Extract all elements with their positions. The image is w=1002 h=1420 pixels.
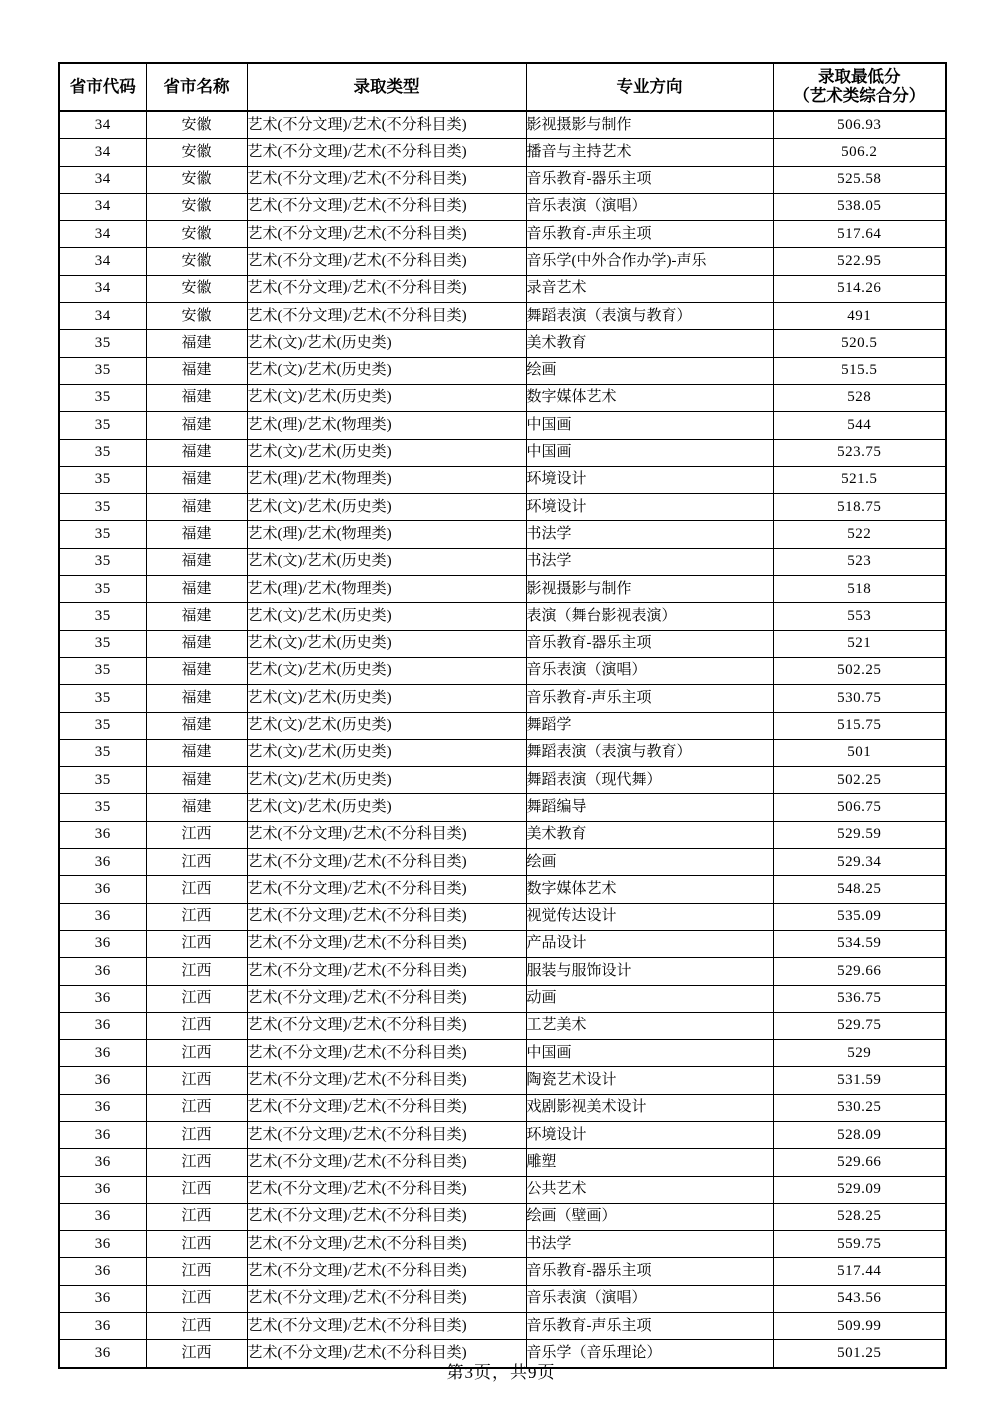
cell-major-direction: 书法学 [526, 548, 773, 575]
cell-major-direction: 音乐教育-声乐主项 [526, 1313, 773, 1340]
cell-min-score: 491 [773, 303, 946, 330]
cell-province-name: 江西 [146, 849, 247, 876]
cell-major-direction: 音乐表演（演唱） [526, 193, 773, 220]
cell-admission-type: 艺术(理)/艺术(物理类) [247, 521, 526, 548]
cell-province-code: 36 [59, 1012, 146, 1039]
cell-admission-type: 艺术(文)/艺术(历史类) [247, 767, 526, 794]
cell-admission-type: 艺术(不分文理)/艺术(不分科目类) [247, 275, 526, 302]
cell-admission-type: 艺术(文)/艺术(历史类) [247, 603, 526, 630]
cell-min-score: 529.66 [773, 1149, 946, 1176]
cell-major-direction: 中国画 [526, 439, 773, 466]
cell-province-code: 36 [59, 1231, 146, 1258]
cell-province-code: 35 [59, 357, 146, 384]
table-row [59, 1258, 946, 1285]
cell-province-name: 福建 [146, 630, 247, 657]
cell-admission-type: 艺术(理)/艺术(物理类) [247, 466, 526, 493]
cell-province-code: 35 [59, 439, 146, 466]
cell-province-code: 35 [59, 767, 146, 794]
cell-min-score: 501 [773, 739, 946, 766]
cell-major-direction: 舞蹈表演（现代舞） [526, 767, 773, 794]
cell-admission-type: 艺术(文)/艺术(历史类) [247, 657, 526, 684]
cell-min-score: 520.5 [773, 330, 946, 357]
cell-admission-type: 艺术(不分文理)/艺术(不分科目类) [247, 1121, 526, 1148]
cell-province-code: 35 [59, 466, 146, 493]
cell-admission-type: 艺术(不分文理)/艺术(不分科目类) [247, 958, 526, 985]
cell-min-score: 530.75 [773, 685, 946, 712]
cell-major-direction: 舞蹈学 [526, 712, 773, 739]
column-header-province-code [59, 63, 146, 111]
table-body [59, 111, 946, 1368]
cell-admission-type: 艺术(不分文理)/艺术(不分科目类) [247, 1231, 526, 1258]
cell-admission-type: 艺术(文)/艺术(历史类) [247, 712, 526, 739]
cell-major-direction: 舞蹈编导 [526, 794, 773, 821]
cell-province-code: 34 [59, 166, 146, 193]
cell-province-name: 安徽 [146, 248, 247, 275]
cell-admission-type: 艺术(不分文理)/艺术(不分科目类) [247, 139, 526, 166]
cell-province-code: 36 [59, 1203, 146, 1230]
cell-major-direction: 音乐学（音乐理论） [526, 1340, 773, 1368]
cell-min-score: 528.09 [773, 1121, 946, 1148]
cell-province-code: 34 [59, 221, 146, 248]
table-row [59, 821, 946, 848]
cell-min-score: 531.59 [773, 1067, 946, 1094]
cell-province-name: 福建 [146, 548, 247, 575]
cell-province-code: 36 [59, 1121, 146, 1148]
cell-province-name: 安徽 [146, 221, 247, 248]
table-row [59, 985, 946, 1012]
cell-province-name: 福建 [146, 767, 247, 794]
cell-min-score: 517.44 [773, 1258, 946, 1285]
cell-major-direction: 数字媒体艺术 [526, 876, 773, 903]
cell-major-direction: 影视摄影与制作 [526, 576, 773, 603]
table-row [59, 1012, 946, 1039]
cell-admission-type: 艺术(文)/艺术(历史类) [247, 739, 526, 766]
cell-province-name: 福建 [146, 466, 247, 493]
cell-province-code: 36 [59, 1340, 146, 1368]
cell-province-name: 江西 [146, 1313, 247, 1340]
cell-min-score: 506.75 [773, 794, 946, 821]
cell-province-name: 江西 [146, 1040, 247, 1067]
cell-province-name: 江西 [146, 1121, 247, 1148]
cell-major-direction: 音乐教育-声乐主项 [526, 221, 773, 248]
cell-province-code: 35 [59, 712, 146, 739]
cell-admission-type: 艺术(不分文理)/艺术(不分科目类) [247, 303, 526, 330]
cell-major-direction: 产品设计 [526, 930, 773, 957]
cell-major-direction: 舞蹈表演（表演与教育） [526, 739, 773, 766]
cell-major-direction: 书法学 [526, 521, 773, 548]
table-row [59, 521, 946, 548]
cell-major-direction: 中国画 [526, 1040, 773, 1067]
table-row [59, 767, 946, 794]
cell-major-direction: 戏剧影视美术设计 [526, 1094, 773, 1121]
cell-province-name: 福建 [146, 657, 247, 684]
column-header-major-direction [526, 63, 773, 111]
cell-major-direction: 音乐表演（演唱） [526, 657, 773, 684]
table-row [59, 248, 946, 275]
cell-min-score: 529.75 [773, 1012, 946, 1039]
cell-major-direction: 公共艺术 [526, 1176, 773, 1203]
cell-min-score: 518.75 [773, 494, 946, 521]
cell-province-code: 36 [59, 876, 146, 903]
cell-admission-type: 艺术(文)/艺术(历史类) [247, 630, 526, 657]
cell-min-score: 529.34 [773, 849, 946, 876]
cell-min-score: 517.64 [773, 221, 946, 248]
cell-min-score: 509.99 [773, 1313, 946, 1340]
cell-admission-type: 艺术(不分文理)/艺术(不分科目类) [247, 1203, 526, 1230]
table-row [59, 1094, 946, 1121]
cell-min-score: 530.25 [773, 1094, 946, 1121]
table-row [59, 712, 946, 739]
cell-min-score: 525.58 [773, 166, 946, 193]
cell-major-direction: 环境设计 [526, 1121, 773, 1148]
cell-major-direction: 环境设计 [526, 494, 773, 521]
cell-min-score: 523.75 [773, 439, 946, 466]
cell-min-score: 534.59 [773, 930, 946, 957]
cell-major-direction: 录音艺术 [526, 275, 773, 302]
table-row [59, 494, 946, 521]
cell-province-code: 36 [59, 1094, 146, 1121]
cell-province-code: 35 [59, 384, 146, 411]
table-row [59, 303, 946, 330]
table-row [59, 1313, 946, 1340]
cell-admission-type: 艺术(文)/艺术(历史类) [247, 330, 526, 357]
column-header-province-name [146, 63, 247, 111]
cell-admission-type: 艺术(不分文理)/艺术(不分科目类) [247, 1012, 526, 1039]
cell-province-name: 江西 [146, 903, 247, 930]
cell-admission-type: 艺术(文)/艺术(历史类) [247, 794, 526, 821]
cell-province-code: 36 [59, 821, 146, 848]
cell-province-code: 36 [59, 1285, 146, 1312]
cell-major-direction: 美术教育 [526, 821, 773, 848]
cell-min-score: 501.25 [773, 1340, 946, 1368]
cell-province-code: 36 [59, 958, 146, 985]
cell-admission-type: 艺术(不分文理)/艺术(不分科目类) [247, 166, 526, 193]
cell-province-name: 福建 [146, 412, 247, 439]
cell-province-code: 35 [59, 603, 146, 630]
column-header-province-name-line1: 省市名称 [163, 76, 230, 96]
cell-province-code: 35 [59, 494, 146, 521]
cell-min-score: 536.75 [773, 985, 946, 1012]
table-row [59, 111, 946, 139]
cell-province-code: 35 [59, 630, 146, 657]
cell-admission-type: 艺术(文)/艺术(历史类) [247, 439, 526, 466]
cell-province-name: 江西 [146, 1203, 247, 1230]
table-row [59, 330, 946, 357]
cell-province-code: 35 [59, 521, 146, 548]
table-row [59, 1203, 946, 1230]
cell-admission-type: 艺术(不分文理)/艺术(不分科目类) [247, 248, 526, 275]
cell-province-name: 福建 [146, 712, 247, 739]
cell-major-direction: 绘画 [526, 357, 773, 384]
table-row [59, 412, 946, 439]
table-row [59, 384, 946, 411]
cell-admission-type: 艺术(不分文理)/艺术(不分科目类) [247, 111, 526, 139]
cell-min-score: 529.59 [773, 821, 946, 848]
table-row [59, 794, 946, 821]
cell-province-name: 福建 [146, 576, 247, 603]
cell-province-code: 35 [59, 794, 146, 821]
cell-province-code: 35 [59, 685, 146, 712]
cell-admission-type: 艺术(不分文理)/艺术(不分科目类) [247, 1258, 526, 1285]
cell-min-score: 529.09 [773, 1176, 946, 1203]
cell-province-code: 35 [59, 412, 146, 439]
cell-province-code: 36 [59, 985, 146, 1012]
cell-province-name: 福建 [146, 794, 247, 821]
cell-major-direction: 动画 [526, 985, 773, 1012]
cell-min-score: 522.95 [773, 248, 946, 275]
cell-min-score: 548.25 [773, 876, 946, 903]
cell-province-code: 35 [59, 576, 146, 603]
cell-province-name: 江西 [146, 930, 247, 957]
admission-score-table [58, 62, 947, 1369]
cell-min-score: 538.05 [773, 193, 946, 220]
cell-province-name: 福建 [146, 603, 247, 630]
cell-min-score: 521.5 [773, 466, 946, 493]
cell-admission-type: 艺术(文)/艺术(历史类) [247, 357, 526, 384]
cell-major-direction: 音乐教育-器乐主项 [526, 166, 773, 193]
cell-province-code: 34 [59, 193, 146, 220]
cell-min-score: 529.66 [773, 958, 946, 985]
cell-min-score: 529 [773, 1040, 946, 1067]
cell-min-score: 543.56 [773, 1285, 946, 1312]
cell-province-code: 36 [59, 1176, 146, 1203]
cell-province-name: 江西 [146, 1067, 247, 1094]
cell-major-direction: 雕塑 [526, 1149, 773, 1176]
cell-province-name: 福建 [146, 685, 247, 712]
table-row [59, 1176, 946, 1203]
cell-major-direction: 舞蹈表演（表演与教育） [526, 303, 773, 330]
table-row [59, 930, 946, 957]
cell-admission-type: 艺术(不分文理)/艺术(不分科目类) [247, 1149, 526, 1176]
cell-province-name: 安徽 [146, 166, 247, 193]
cell-min-score: 553 [773, 603, 946, 630]
table-row [59, 357, 946, 384]
cell-province-name: 江西 [146, 1012, 247, 1039]
table-row [59, 1231, 946, 1258]
cell-province-code: 35 [59, 548, 146, 575]
cell-province-code: 34 [59, 139, 146, 166]
cell-province-name: 江西 [146, 1149, 247, 1176]
cell-admission-type: 艺术(不分文理)/艺术(不分科目类) [247, 1285, 526, 1312]
cell-admission-type: 艺术(理)/艺术(物理类) [247, 412, 526, 439]
cell-province-code: 35 [59, 739, 146, 766]
cell-province-code: 36 [59, 1258, 146, 1285]
cell-major-direction: 音乐教育-器乐主项 [526, 1258, 773, 1285]
cell-min-score: 522 [773, 521, 946, 548]
cell-province-name: 江西 [146, 958, 247, 985]
cell-major-direction: 视觉传达设计 [526, 903, 773, 930]
cell-major-direction: 服装与服饰设计 [526, 958, 773, 985]
cell-min-score: 506.93 [773, 111, 946, 139]
cell-province-name: 福建 [146, 357, 247, 384]
cell-major-direction: 表演（舞台影视表演） [526, 603, 773, 630]
cell-province-name: 安徽 [146, 139, 247, 166]
cell-province-name: 江西 [146, 1285, 247, 1312]
cell-province-name: 福建 [146, 521, 247, 548]
cell-min-score: 502.25 [773, 767, 946, 794]
cell-admission-type: 艺术(不分文理)/艺术(不分科目类) [247, 193, 526, 220]
table-row [59, 1067, 946, 1094]
table-row [59, 1121, 946, 1148]
table-row [59, 849, 946, 876]
cell-min-score: 559.75 [773, 1231, 946, 1258]
cell-major-direction: 音乐教育-器乐主项 [526, 630, 773, 657]
cell-province-code: 34 [59, 275, 146, 302]
cell-admission-type: 艺术(不分文理)/艺术(不分科目类) [247, 849, 526, 876]
cell-major-direction: 音乐表演（演唱） [526, 1285, 773, 1312]
cell-major-direction: 数字媒体艺术 [526, 384, 773, 411]
column-header-admission-type [247, 63, 526, 111]
cell-min-score: 506.2 [773, 139, 946, 166]
cell-province-name: 福建 [146, 384, 247, 411]
cell-major-direction: 陶瓷艺术设计 [526, 1067, 773, 1094]
cell-province-code: 36 [59, 1313, 146, 1340]
table-row [59, 958, 946, 985]
cell-admission-type: 艺术(不分文理)/艺术(不分科目类) [247, 221, 526, 248]
cell-province-code: 36 [59, 1067, 146, 1094]
cell-province-name: 安徽 [146, 193, 247, 220]
cell-admission-type: 艺术(文)/艺术(历史类) [247, 685, 526, 712]
cell-major-direction: 中国画 [526, 412, 773, 439]
table-row [59, 139, 946, 166]
table-row [59, 548, 946, 575]
table-row [59, 657, 946, 684]
table-row [59, 275, 946, 302]
cell-province-code: 36 [59, 903, 146, 930]
cell-min-score: 515.5 [773, 357, 946, 384]
cell-min-score: 523 [773, 548, 946, 575]
cell-major-direction: 音乐学(中外合作办学)-声乐 [526, 248, 773, 275]
admission-score-table-wrapper [58, 62, 945, 1369]
cell-major-direction: 美术教育 [526, 330, 773, 357]
column-header-min-score [773, 63, 946, 111]
cell-admission-type: 艺术(理)/艺术(物理类) [247, 576, 526, 603]
cell-province-name: 江西 [146, 1176, 247, 1203]
cell-min-score: 535.09 [773, 903, 946, 930]
cell-major-direction: 绘画（壁画） [526, 1203, 773, 1230]
cell-province-name: 安徽 [146, 111, 247, 139]
column-header-admission-type-line1: 录取类型 [353, 76, 420, 96]
cell-province-code: 34 [59, 303, 146, 330]
cell-admission-type: 艺术(不分文理)/艺术(不分科目类) [247, 903, 526, 930]
cell-min-score: 514.26 [773, 275, 946, 302]
cell-admission-type: 艺术(不分文理)/艺术(不分科目类) [247, 876, 526, 903]
cell-province-code: 36 [59, 849, 146, 876]
cell-province-name: 江西 [146, 1094, 247, 1121]
table-row [59, 739, 946, 766]
cell-province-code: 36 [59, 930, 146, 957]
cell-admission-type: 艺术(不分文理)/艺术(不分科目类) [247, 985, 526, 1012]
column-header-min-score-line2: （艺术类综合分） [793, 86, 926, 105]
cell-province-name: 安徽 [146, 303, 247, 330]
cell-admission-type: 艺术(不分文理)/艺术(不分科目类) [247, 821, 526, 848]
cell-major-direction: 绘画 [526, 849, 773, 876]
table-header [59, 63, 946, 111]
table-row [59, 576, 946, 603]
cell-admission-type: 艺术(文)/艺术(历史类) [247, 548, 526, 575]
table-row [59, 630, 946, 657]
cell-province-name: 江西 [146, 985, 247, 1012]
cell-major-direction: 书法学 [526, 1231, 773, 1258]
cell-min-score: 544 [773, 412, 946, 439]
cell-admission-type: 艺术(文)/艺术(历史类) [247, 494, 526, 521]
cell-province-code: 34 [59, 111, 146, 139]
cell-province-name: 安徽 [146, 275, 247, 302]
cell-min-score: 521 [773, 630, 946, 657]
cell-min-score: 528.25 [773, 1203, 946, 1230]
cell-major-direction: 音乐教育-声乐主项 [526, 685, 773, 712]
cell-min-score: 502.25 [773, 657, 946, 684]
table-row [59, 439, 946, 466]
table-row [59, 221, 946, 248]
cell-major-direction: 影视摄影与制作 [526, 111, 773, 139]
cell-major-direction: 环境设计 [526, 466, 773, 493]
table-row [59, 1149, 946, 1176]
cell-admission-type: 艺术(不分文理)/艺术(不分科目类) [247, 1094, 526, 1121]
cell-min-score: 515.75 [773, 712, 946, 739]
cell-province-code: 35 [59, 657, 146, 684]
cell-province-name: 江西 [146, 876, 247, 903]
cell-province-name: 福建 [146, 439, 247, 466]
cell-admission-type: 艺术(不分文理)/艺术(不分科目类) [247, 1040, 526, 1067]
table-row [59, 466, 946, 493]
cell-admission-type: 艺术(不分文理)/艺术(不分科目类) [247, 1313, 526, 1340]
table-row [59, 903, 946, 930]
cell-admission-type: 艺术(不分文理)/艺术(不分科目类) [247, 930, 526, 957]
table-row [59, 876, 946, 903]
table-row [59, 193, 946, 220]
cell-province-name: 福建 [146, 494, 247, 521]
cell-min-score: 528 [773, 384, 946, 411]
column-header-province-code-line1: 省市代码 [69, 76, 136, 96]
cell-province-name: 江西 [146, 821, 247, 848]
page-footer: 第3页，共9页 [446, 1363, 556, 1382]
table-row [59, 1285, 946, 1312]
table-row [59, 603, 946, 630]
cell-province-name: 福建 [146, 739, 247, 766]
cell-min-score: 518 [773, 576, 946, 603]
table-row [59, 685, 946, 712]
cell-province-name: 福建 [146, 330, 247, 357]
cell-province-code: 35 [59, 330, 146, 357]
cell-province-code: 36 [59, 1040, 146, 1067]
cell-admission-type: 艺术(不分文理)/艺术(不分科目类) [247, 1067, 526, 1094]
column-header-major-direction-line1: 专业方向 [616, 76, 683, 96]
cell-province-name: 江西 [146, 1231, 247, 1258]
cell-province-name: 江西 [146, 1258, 247, 1285]
column-header-min-score-line1: 录取最低分 [818, 67, 901, 87]
table-row [59, 166, 946, 193]
table-header-row [59, 63, 946, 111]
cell-major-direction: 工艺美术 [526, 1012, 773, 1039]
cell-admission-type: 艺术(文)/艺术(历史类) [247, 384, 526, 411]
cell-province-code: 34 [59, 248, 146, 275]
cell-major-direction: 播音与主持艺术 [526, 139, 773, 166]
table-row [59, 1040, 946, 1067]
cell-province-code: 36 [59, 1149, 146, 1176]
cell-province-name: 江西 [146, 1340, 247, 1368]
cell-admission-type: 艺术(不分文理)/艺术(不分科目类) [247, 1340, 526, 1368]
cell-admission-type: 艺术(不分文理)/艺术(不分科目类) [247, 1176, 526, 1203]
